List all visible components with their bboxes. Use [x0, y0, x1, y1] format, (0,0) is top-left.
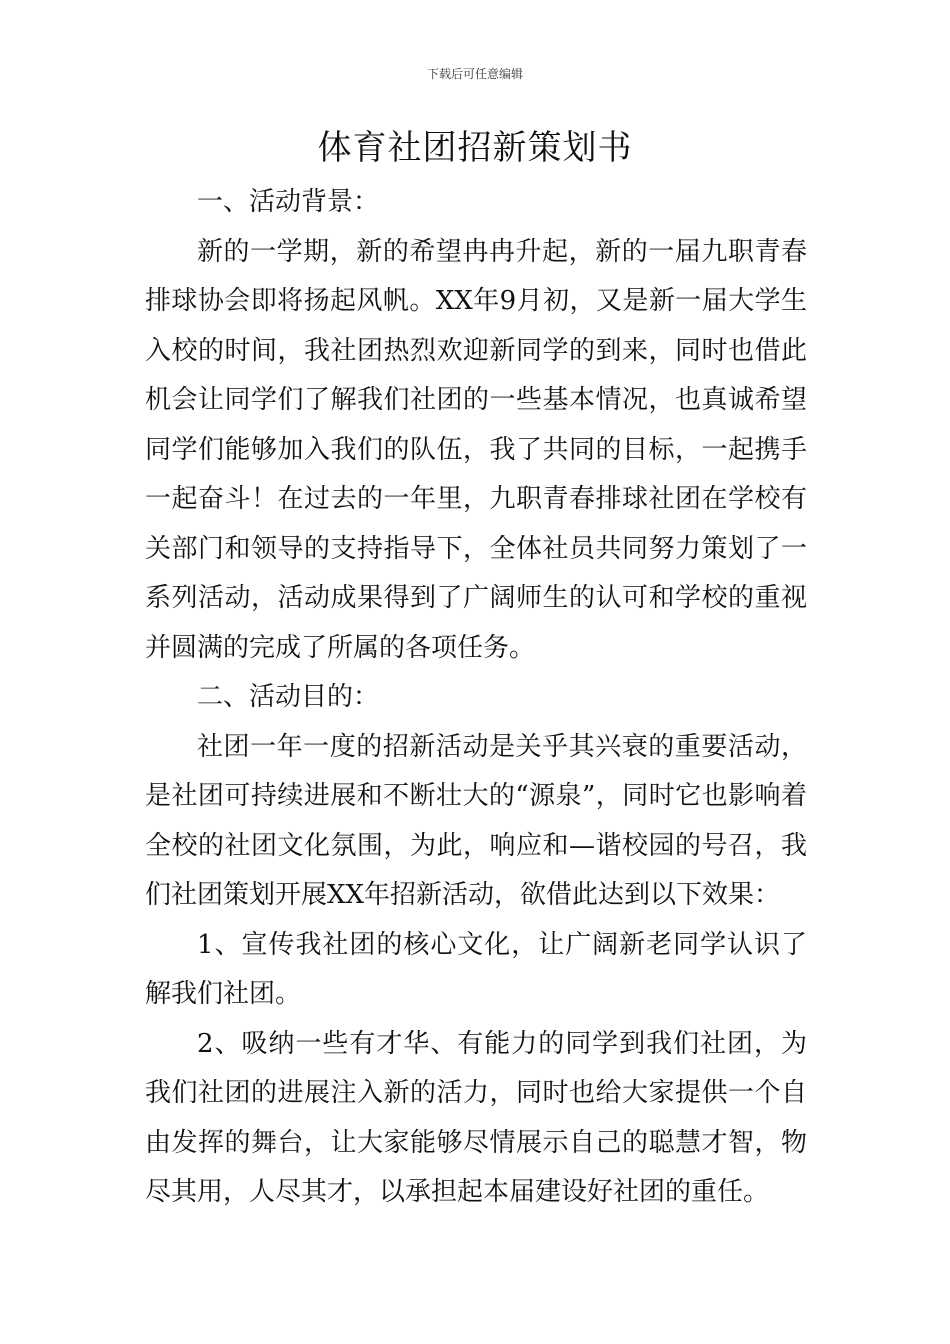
paragraph-purpose-item-1: 1、宣传我社团的核心文化，让广阔新老同学认识了解我们社团。: [145, 929, 807, 1009]
paragraph-background: 新的一学期，新的希望冉冉升起，新的一届九职青春排球协会即将扬起风帆。XX年9月初，又是新一届大学生入校的时间，我社团热烈欢迎新同学的到来，同时也借此机会让同学们了解我们社团的一些基本情况，也真诚希望同学们能够加入我们的队伍，我了共同的目标，一起携手一起奋斗！在过去的一年里，九职青春排球社团在学校有关部门和领导的支持指导下，全体社员共同努力策划了一系列活动，活动成果得到了广阔师生的认可和学校的重视并圆满的完成了所属的各项任务。: [145, 236, 807, 663]
document-title: 体育社团招新策划书: [317, 128, 633, 168]
section-heading-background: 一、活动背景：: [197, 187, 380, 217]
paragraph-purpose-intro: 社团一年一度的招新活动是关乎其兴衰的重要活动，是社团可持续进展和不断壮大的“源泉”，同时它也影响着全校的社团文化氛围，为此，响应和—谐校园的号召，我们社团策划开展XX年招新活动，欲借此达到以下效果：: [145, 731, 807, 910]
section-heading-purpose: 二、活动目的：: [197, 682, 380, 712]
document-body: [145, 178, 807, 1218]
header-note: 下载后可任意编辑: [426, 67, 523, 81]
paragraph-purpose-item-2: 2、吸纳一些有才华、有能力的同学到我们社团，为我们社团的进展注入新的活力，同时也给大家提供一个自由发挥的舞台，让大家能够尽情展示自己的聪慧才智，物尽其用，人尽其才，以承担起本届建设好社团的重任。: [145, 1028, 807, 1207]
